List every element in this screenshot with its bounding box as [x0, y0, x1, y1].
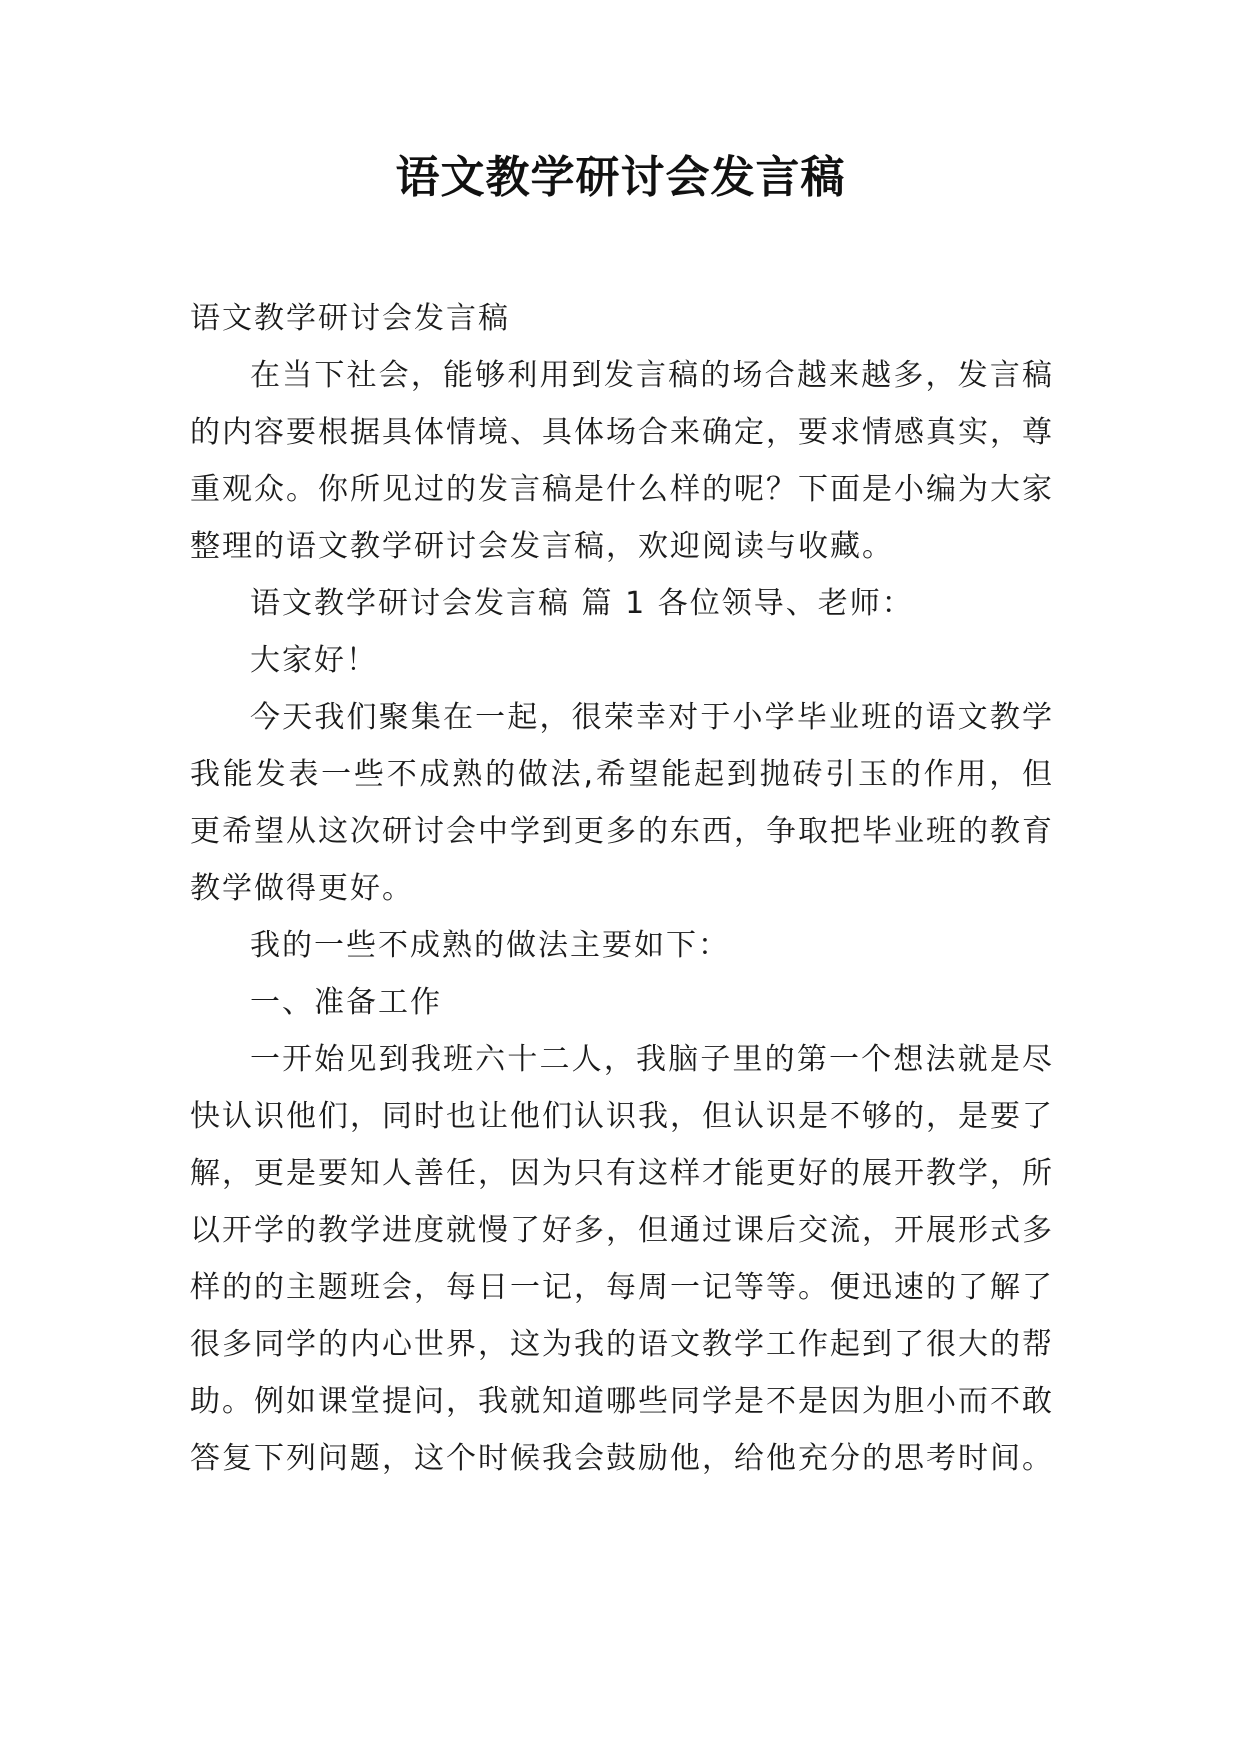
paragraph-subtitle: 语文教学研讨会发言稿	[190, 301, 510, 336]
paragraph-section-heading: 语文教学研讨会发言稿 篇 1 各位领导、老师：	[250, 586, 914, 621]
paragraph-preparation: 一开始见到我班六十二人，我脑子里的第一个想法就是尽快认识他们，同时也让他们认识我，但认识是不够的，是要了解，更是要知人善任，因为只有这样才能更好的展开教学，所以开学的教学进度就慢了好多，但通过课后交流，开展形式多样的的主题班会，每日一记，每周一记等等。便迅速的了解了很多同学的内心世界，这为我的语文教学工作起到了很大的帮助。例如课堂提问，我就知道哪些同学是不是因为胆小而不敢答复下列问题，这个时候我会鼓励他，给他充分的思考时间。	[190, 1042, 1054, 1476]
paragraph-methods-intro: 我的一些不成熟的做法主要如下：	[250, 928, 730, 963]
paragraph-opening: 今天我们聚集在一起，很荣幸对于小学毕业班的语文教学我能发表一些不成熟的做法,希望能起到抛砖引玉的作用，但更希望从这次研讨会中学到更多的东西，争取把毕业班的教育教学做得更好。	[190, 700, 1054, 906]
document-title: 语文教学研讨会发言稿	[395, 152, 846, 203]
paragraph-greeting: 大家好！	[250, 643, 378, 678]
paragraph-heading-preparation: 一、准备工作	[250, 985, 442, 1020]
document-body	[190, 290, 1054, 1487]
paragraph-intro: 在当下社会，能够利用到发言稿的场合越来越多，发言稿的内容要根据具体情境、具体场合来确定，要求情感真实，尊重观众。你所见过的发言稿是什么样的呢？下面是小编为大家整理的语文教学研讨会发言稿，欢迎阅读与收藏。	[190, 358, 1054, 564]
